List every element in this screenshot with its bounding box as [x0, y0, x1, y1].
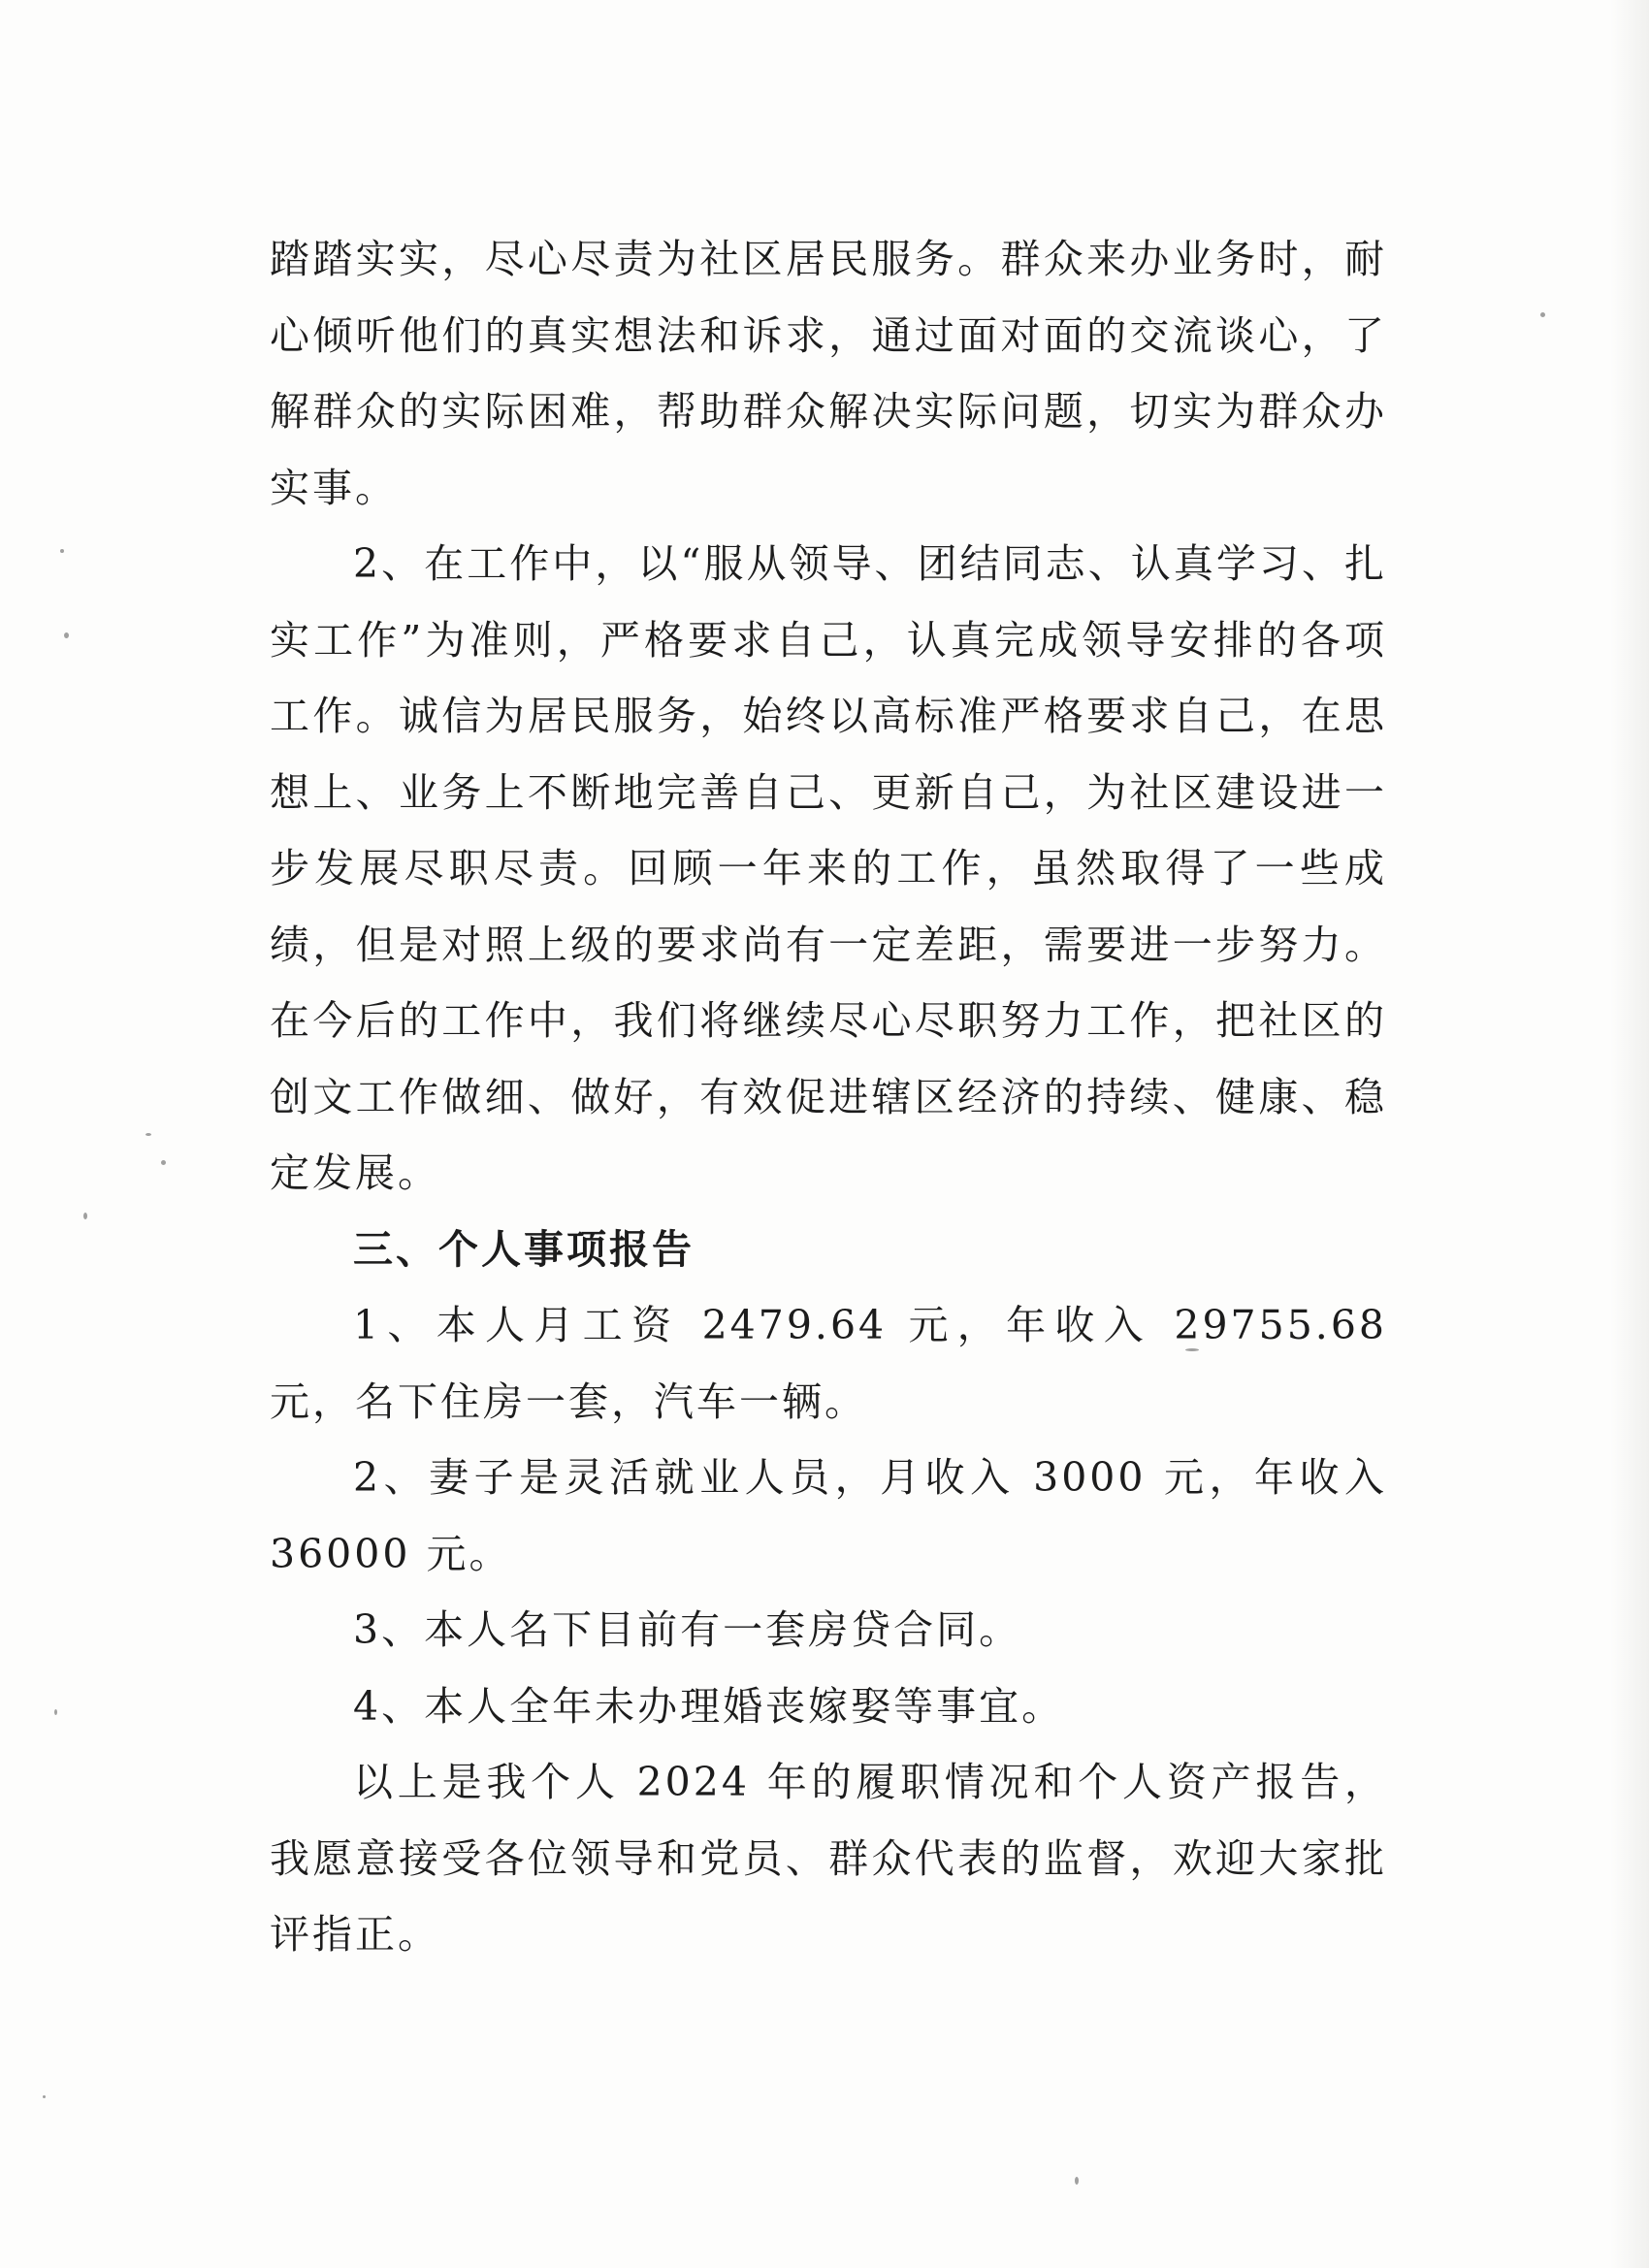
scan-speck — [161, 1160, 166, 1165]
document-body — [270, 221, 1387, 1973]
scan-speck — [1540, 312, 1545, 317]
scan-edge-shadow — [1610, 0, 1649, 2268]
scan-speck — [64, 632, 69, 638]
body-paragraph-continued: 踏踏实实，尽心尽责为社区居民服务。群众来办业务时，耐心倾听他们的真实想法和诉求，通过面对面的交流谈心，了解群众的实际困难，帮助群众解决实际问题，切实为群众办实事。 — [270, 236, 1387, 511]
scan-speck — [146, 1133, 151, 1136]
scan-speck — [60, 549, 64, 553]
scan-speck — [43, 2095, 46, 2098]
report-item-2: 2、妻子是灵活就业人员，月收入 3000 元，年收入 36000 元。 — [270, 1454, 1387, 1577]
scan-speck — [83, 1213, 87, 1219]
report-item-4: 4、本人全年未办理婚丧嫁娶等事宜。 — [353, 1682, 1065, 1730]
closing-paragraph: 以上是我个人 2024 年的履职情况和个人资产报告，我愿意接受各位领导和党员、群众代表的监督，欢迎大家批评指正。 — [270, 1759, 1387, 1958]
report-item-1: 1、本人月工资 2479.64 元，年收入 29755.68 元，名下住房一套，汽车一辆。 — [270, 1302, 1387, 1425]
scan-speck — [1075, 2177, 1079, 2185]
scan-speck — [54, 1709, 57, 1715]
report-item-3: 3、本人名下目前有一套房贷合同。 — [353, 1606, 1022, 1653]
body-paragraph-2: 2、在工作中，以“服从领导、团结同志、认真学习、扎实工作”为准则，严格要求自己，认真完成领导安排的各项工作。诚信为居民服务，始终以高标准严格要求自己，在思想上、业务上不断地完善自己、更新自己，为社区建设进一步发展尽职尽责。回顾一年来的工作，虽然取得了一些成绩，但是对照上级的要求尚有一定差距，需要进一步努力。在今后的工作中，我们将继续尽心尽职努力工作，把社区的创文工作做细、做好，有效促进辖区经济的持续、健康、稳定发展。 — [270, 540, 1387, 1196]
section-heading: 三、个人事项报告 — [353, 1225, 695, 1273]
